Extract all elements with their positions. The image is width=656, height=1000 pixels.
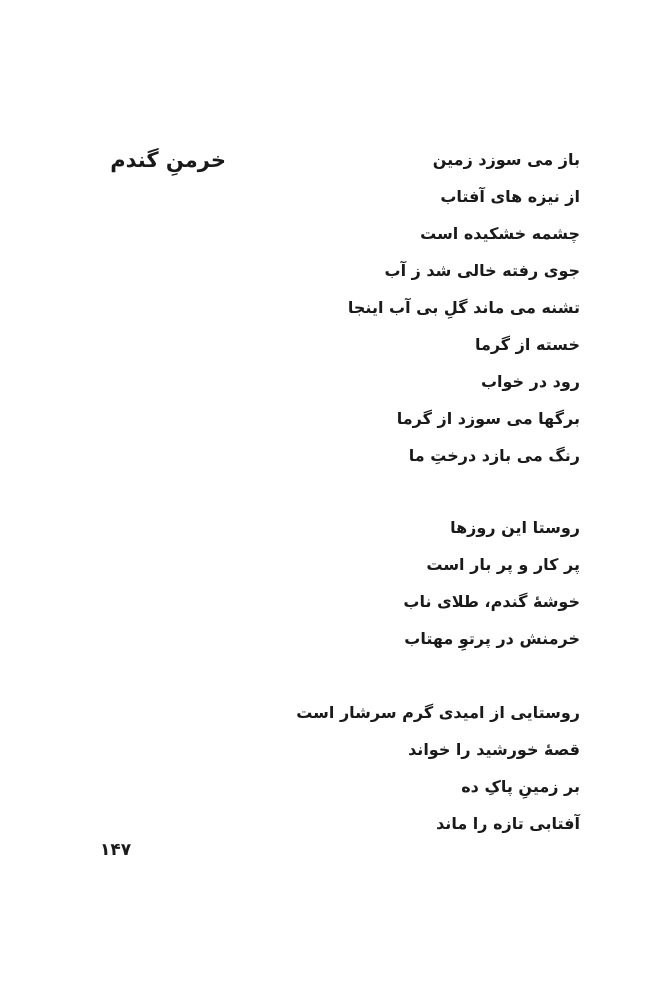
poem-line: چشمه خشکیده است — [420, 224, 580, 243]
poem-line: از نیزه های آفتاب — [440, 187, 580, 206]
poem-line: رود در خواب — [480, 372, 580, 391]
poem-line: خرمنش در پرتوِ مهتاب — [404, 629, 580, 648]
poem-line: بر زمینِ پاکِ ده — [461, 777, 580, 796]
poem-line: خسته از گرما — [474, 335, 580, 354]
poem-line: برگها می سوزد از گرما — [396, 409, 580, 428]
poem-line: رنگ می بازد درختِ ما — [408, 446, 580, 465]
poem-line: تشنه می ماند گلِ بی آب اینجا — [347, 298, 580, 317]
poem-line: روستا این روزها — [450, 518, 580, 537]
poem-line: پر کار و پر بار است — [426, 555, 580, 574]
poem-title: خرمنِ گندم — [110, 148, 226, 172]
poem-line: قصهٔ خورشید را خواند — [408, 740, 580, 759]
poem-line: آفتابی تازه را ماند — [436, 814, 580, 833]
page-number: ۱۴۷ — [100, 840, 132, 860]
poem-line: جوی رفته خالی شد ز آب — [384, 261, 580, 280]
poem-line: روستایی از امیدی گرم سرشار است — [296, 703, 580, 722]
poem-line: خوشهٔ گندم، طلای ناب — [403, 592, 580, 611]
poem-line: باز می سوزد زمین — [432, 150, 580, 169]
